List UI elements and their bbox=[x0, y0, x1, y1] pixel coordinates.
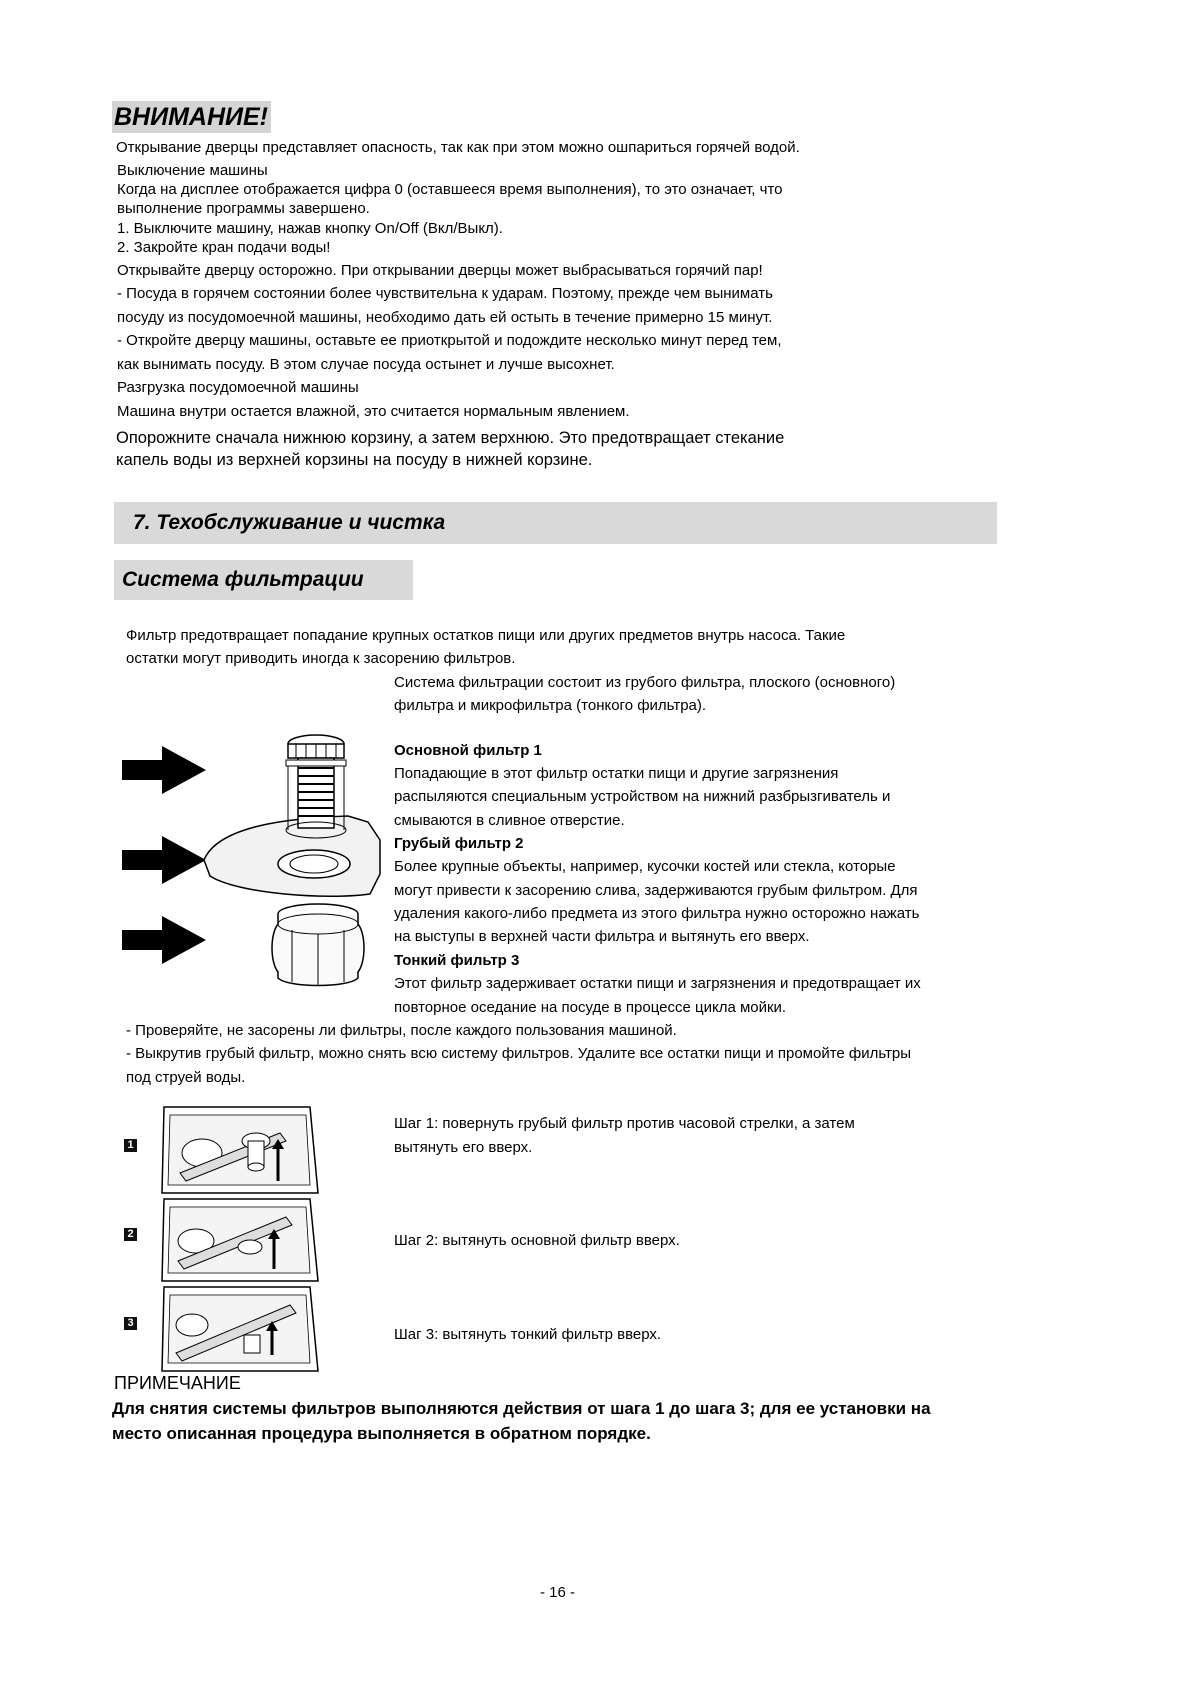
coarse-filter-title: Грубый фильтр 2 bbox=[394, 835, 524, 852]
main-filter-text: смываются в сливное отверстие. bbox=[394, 812, 625, 829]
warning-line: 1. Выключите машину, нажав кнопку On/Off (Вкл/Выкл). bbox=[117, 220, 503, 237]
warning-line: как вынимать посуду. В этом случае посуда остынет и лучше высохнет. bbox=[117, 356, 615, 373]
section-header bbox=[114, 502, 997, 544]
page-number: - 16 - bbox=[540, 1584, 576, 1601]
filter-intro-line: остатки могут приводить иногда к засорению фильтров. bbox=[126, 650, 516, 667]
note-label: ПРИМЕЧАНИЕ bbox=[114, 1373, 241, 1393]
warning-line: выполнение программы завершено. bbox=[117, 200, 370, 217]
filter-intro-line: Фильтр предотвращает попадание крупных остатков пищи или других предметов внутрь насоса. Такие bbox=[126, 627, 846, 644]
warning-line: Машина внутри остается влажной, это считается нормальным явлением. bbox=[117, 403, 630, 420]
filter-system-line: фильтра и микрофильтра (тонкого фильтра). bbox=[394, 697, 707, 714]
step-number-badge: 1 bbox=[124, 1139, 137, 1152]
warning-line: 2. Закройте кран подачи воды! bbox=[117, 239, 331, 256]
warning-emphasis: капель воды из верхней корзины на посуду в нижней корзине. bbox=[116, 451, 593, 469]
main-filter-text: Попадающие в этот фильтр остатки пищи и другие загрязнения bbox=[394, 765, 839, 782]
arrow-right-icon bbox=[122, 836, 206, 884]
coarse-filter-text: Более крупные объекты, например, кусочки костей или стекла, которые bbox=[394, 858, 896, 875]
note-text: место описанная процедура выполняется в обратном порядке. bbox=[112, 1424, 651, 1443]
warning-emphasis: Опорожните сначала нижнюю корзину, а затем верхнюю. Это предотвращает стекание bbox=[116, 429, 785, 447]
step-3-illustration bbox=[162, 1287, 318, 1371]
step-1-illustration bbox=[162, 1107, 318, 1193]
note-text: Для снятия системы фильтров выполняются действия от шага 1 до шага 3; для ее установки на bbox=[112, 1399, 931, 1418]
step-number-badge: 3 bbox=[124, 1317, 137, 1330]
subsection-header bbox=[114, 560, 413, 600]
warning-title: ВНИМАНИЕ! bbox=[112, 101, 271, 133]
fine-filter-text: повторное оседание на посуде в процессе цикла мойки. bbox=[394, 999, 787, 1016]
arrow-right-icon bbox=[122, 916, 206, 964]
check-line: - Выкрутив грубый фильтр, можно снять всю систему фильтров. Удалите все остатки пищи и промойте фильтры bbox=[126, 1045, 912, 1062]
step-2-text: Шаг 2: вытянуть основной фильтр вверх. bbox=[394, 1232, 680, 1249]
filter-removal-steps-illustration bbox=[160, 1103, 320, 1373]
step-2-illustration bbox=[162, 1199, 318, 1281]
warning-line: Когда на дисплее отображается цифра 0 (оставшееся время выполнения), то это означает, что bbox=[117, 181, 783, 198]
filter-assembly-illustration bbox=[118, 718, 388, 992]
step-1-text: вытянуть его вверх. bbox=[394, 1139, 533, 1156]
main-filter-title: Основной фильтр 1 bbox=[394, 742, 542, 759]
flat-filter-plate bbox=[204, 816, 380, 896]
warning-subheading: Разгрузка посудомоечной машины bbox=[117, 379, 359, 396]
step-number-badge: 2 bbox=[124, 1228, 137, 1241]
fine-filter-title: Тонкий фильтр 3 bbox=[394, 952, 520, 969]
warning-subheading: Выключение машины bbox=[117, 162, 268, 179]
coarse-filter-text: могут привести к засорению слива, задерживаются грубым фильтром. Для bbox=[394, 882, 918, 899]
arrow-right-icon bbox=[122, 746, 206, 794]
check-line: - Проверяйте, не засорены ли фильтры, после каждого пользования машиной. bbox=[126, 1022, 677, 1039]
filter-system-line: Система фильтрации состоит из грубого фильтра, плоского (основного) bbox=[394, 674, 896, 691]
warning-line: Открывайте дверцу осторожно. При открывании дверцы может выбрасываться горячий пар! bbox=[117, 262, 763, 279]
section-title: 7. Техобслуживание и чистка bbox=[133, 511, 446, 534]
main-filter-text: распыляются специальным устройством на нижний разбрызгиватель и bbox=[394, 788, 891, 805]
warning-line: - Откройте дверцу машины, оставьте ее приоткрытой и подождите несколько минут перед тем, bbox=[117, 332, 782, 349]
warning-line: Открывание дверцы представляет опасность, так как при этом можно ошпариться горячей водой. bbox=[116, 139, 800, 156]
fine-filter bbox=[272, 904, 364, 986]
coarse-filter-text: на выступы в верхней части фильтра и вытянуть его вверх. bbox=[394, 928, 810, 945]
subsection-title: Система фильтрации bbox=[122, 568, 364, 591]
warning-line: - Посуда в горячем состоянии более чувствительна к ударам. Поэтому, прежде чем вынимать bbox=[117, 285, 773, 302]
coarse-filter-text: удаления какого-либо предмета из этого фильтра нужно осторожно нажать bbox=[394, 905, 920, 922]
check-line: под струей воды. bbox=[126, 1069, 246, 1086]
warning-line: посуду из посудомоечной машины, необходимо дать ей остыть в течение примерно 15 минут. bbox=[117, 309, 773, 326]
step-1-text: Шаг 1: повернуть грубый фильтр против часовой стрелки, а затем bbox=[394, 1115, 855, 1132]
fine-filter-text: Этот фильтр задерживает остатки пищи и загрязнения и предотвращает их bbox=[394, 975, 921, 992]
step-3-text: Шаг 3: вытянуть тонкий фильтр вверх. bbox=[394, 1326, 662, 1343]
